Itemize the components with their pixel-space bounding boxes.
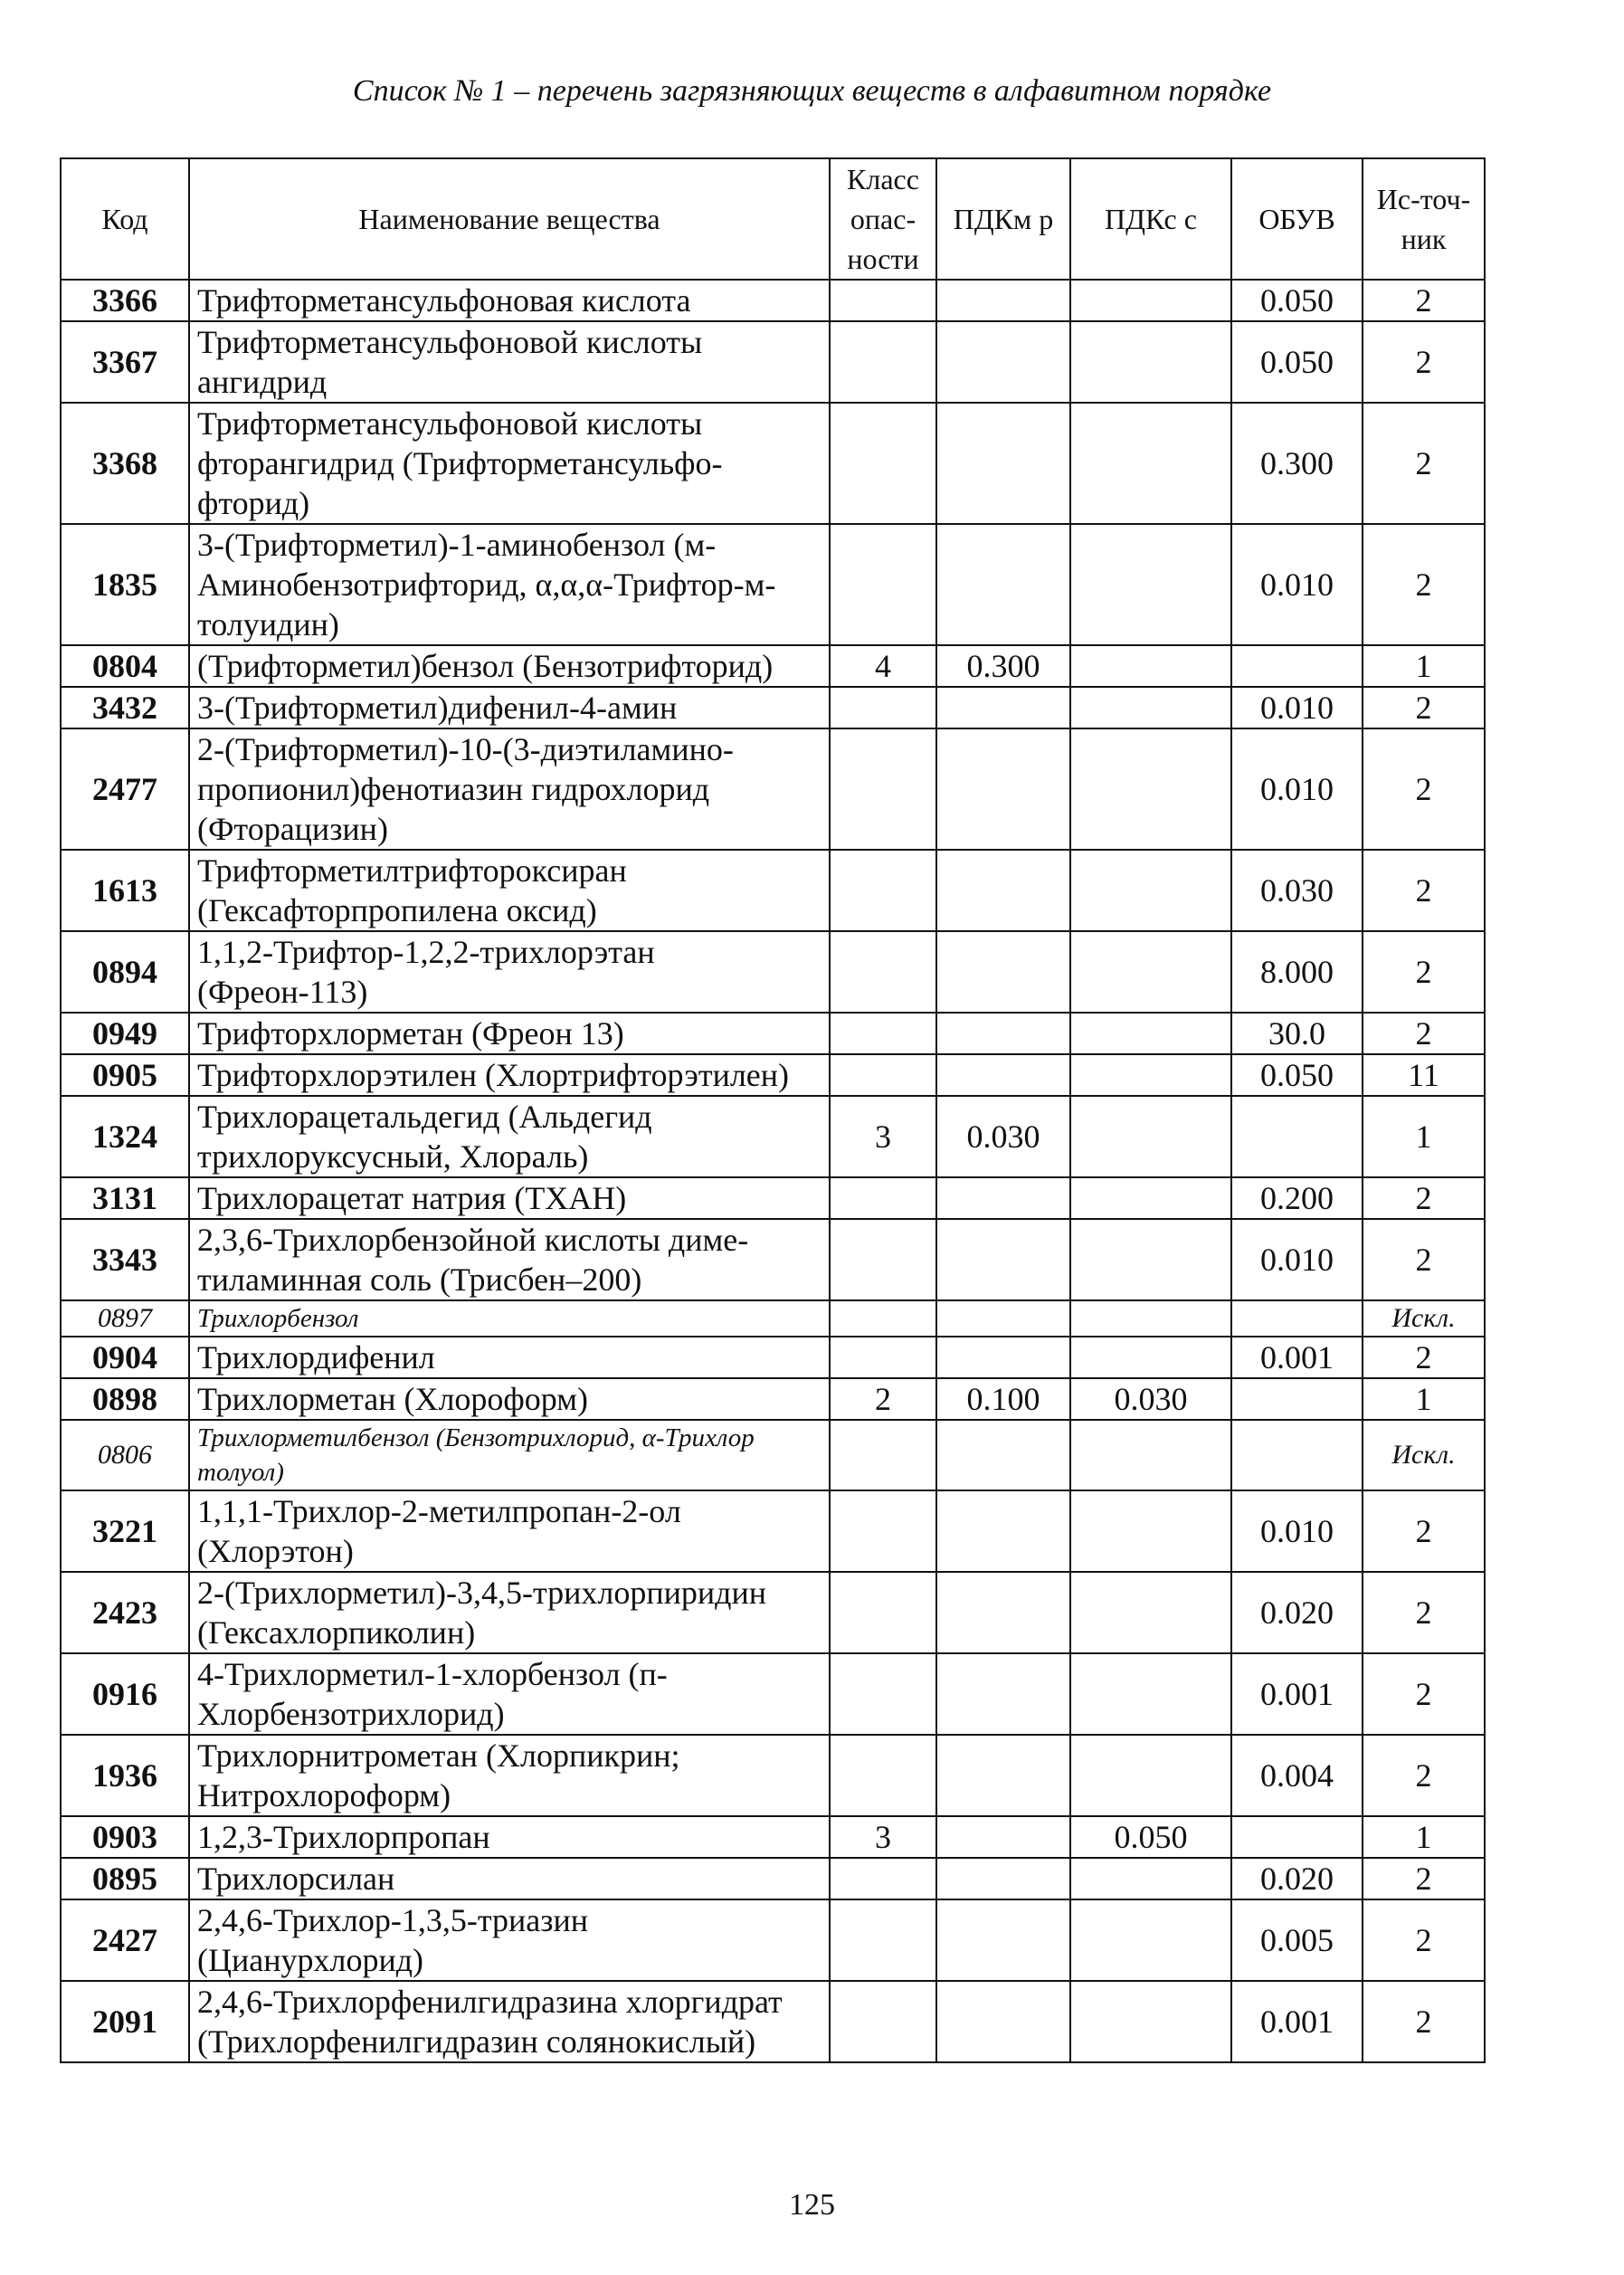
cell-pdk-mr (936, 728, 1070, 850)
cell-source: 2 (1363, 321, 1485, 403)
cell-pdk-ss (1070, 321, 1231, 403)
cell-obuv: 8.000 (1231, 931, 1363, 1013)
cell-name: 2-(Трифторметил)-10-(3-диэтиламино-пропионил)фенотиазин гидрохлорид (Фторацизин) (189, 728, 830, 850)
cell-pdk-mr: 0.300 (936, 645, 1070, 687)
cell-obuv: 0.010 (1231, 1490, 1363, 1572)
cell-hazard-class (830, 1013, 936, 1054)
cell-hazard-class (830, 524, 936, 645)
cell-name: Трифторметилтрифтороксиран (Гексафторпропилена оксид) (189, 850, 830, 931)
cell-obuv: 0.001 (1231, 1981, 1363, 2062)
cell-obuv: 0.005 (1231, 1899, 1363, 1981)
cell-name: Трихлорацетальдегид (Альдегид трихлоруксусный, Хлораль) (189, 1096, 830, 1177)
cell-code: 3366 (61, 280, 189, 321)
cell-pdk-mr (936, 1653, 1070, 1735)
cell-name: Трихлорметилбензол (Бензотрихлорид, α-Трихлор толуол) (189, 1420, 830, 1490)
table-row (61, 321, 1485, 403)
cell-source: 2 (1363, 687, 1485, 728)
cell-name: 1,1,2-Трифтор-1,2,2-трихлорэтан (Фреон-113) (189, 931, 830, 1013)
header-code: Код (61, 158, 189, 280)
cell-hazard-class (830, 1490, 936, 1572)
cell-pdk-ss (1070, 1219, 1231, 1300)
cell-obuv (1231, 1378, 1363, 1420)
header-source: Ис-точ-ник (1363, 158, 1485, 280)
cell-obuv: 0.001 (1231, 1653, 1363, 1735)
cell-code: 2427 (61, 1899, 189, 1981)
cell-pdk-mr (936, 1177, 1070, 1219)
cell-pdk-ss (1070, 687, 1231, 728)
cell-code: 1613 (61, 850, 189, 931)
cell-name: 1,1,1-Трихлор-2-метилпропан-2-ол (Хлорэтон) (189, 1490, 830, 1572)
header-obuv: ОБУВ (1231, 158, 1363, 280)
cell-pdk-mr (936, 1572, 1070, 1653)
cell-source: 2 (1363, 1653, 1485, 1735)
table-row (61, 280, 1485, 321)
cell-pdk-mr (936, 687, 1070, 728)
cell-pdk-mr (936, 403, 1070, 524)
cell-obuv: 0.004 (1231, 1735, 1363, 1816)
cell-pdk-ss (1070, 1177, 1231, 1219)
cell-hazard-class (830, 1420, 936, 1490)
cell-pdk-mr (936, 931, 1070, 1013)
cell-hazard-class: 3 (830, 1096, 936, 1177)
table-row (61, 403, 1485, 524)
table-row (61, 1735, 1485, 1816)
cell-obuv: 0.010 (1231, 687, 1363, 728)
cell-pdk-mr (936, 280, 1070, 321)
table-row (61, 1420, 1485, 1490)
cell-pdk-ss (1070, 1013, 1231, 1054)
cell-code: 3131 (61, 1177, 189, 1219)
table-row (61, 850, 1485, 931)
cell-hazard-class (830, 687, 936, 728)
table-row (61, 1337, 1485, 1378)
cell-name: Трихлорметан (Хлороформ) (189, 1378, 830, 1420)
cell-source: 2 (1363, 1490, 1485, 1572)
cell-source: 2 (1363, 1572, 1485, 1653)
cell-obuv: 0.050 (1231, 1054, 1363, 1096)
cell-obuv: 0.010 (1231, 728, 1363, 850)
cell-pdk-mr (936, 1300, 1070, 1337)
cell-obuv (1231, 1816, 1363, 1858)
cell-pdk-mr (936, 1013, 1070, 1054)
cell-code: 0916 (61, 1653, 189, 1735)
cell-pdk-ss (1070, 280, 1231, 321)
table-row (61, 1858, 1485, 1899)
page-number: 125 (789, 2188, 835, 2222)
cell-name: Трифторметансульфоновой кислоты ангидрид (189, 321, 830, 403)
cell-code: 0898 (61, 1378, 189, 1420)
cell-name: Трифторметансульфоновая кислота (189, 280, 830, 321)
cell-pdk-mr: 0.030 (936, 1096, 1070, 1177)
table-body (61, 280, 1485, 2062)
cell-name: 1,2,3-Трихлорпропан (189, 1816, 830, 1858)
cell-code: 0897 (61, 1300, 189, 1337)
cell-hazard-class (830, 1572, 936, 1653)
cell-hazard-class (830, 931, 936, 1013)
table-row (61, 1219, 1485, 1300)
cell-obuv: 0.050 (1231, 321, 1363, 403)
cell-pdk-ss (1070, 1300, 1231, 1337)
cell-code: 0804 (61, 645, 189, 687)
table-row (61, 1177, 1485, 1219)
table-row (61, 1981, 1485, 2062)
table-row (61, 1096, 1485, 1177)
cell-obuv: 0.300 (1231, 403, 1363, 524)
cell-pdk-ss (1070, 1490, 1231, 1572)
cell-hazard-class (830, 1899, 936, 1981)
cell-name: Трифторхлорэтилен (Хлортрифторэтилен) (189, 1054, 830, 1096)
cell-code: 0905 (61, 1054, 189, 1096)
cell-source: 1 (1363, 1816, 1485, 1858)
header-name: Наименование вещества (189, 158, 830, 280)
table-row (61, 645, 1485, 687)
header-pdk-mr: ПДКм р (936, 158, 1070, 280)
cell-source: 11 (1363, 1054, 1485, 1096)
cell-source: 2 (1363, 1177, 1485, 1219)
cell-name: 2,4,6-Трихлор-1,3,5-триазин (Цианурхлорид) (189, 1899, 830, 1981)
cell-code: 2423 (61, 1572, 189, 1653)
cell-source: 2 (1363, 1337, 1485, 1378)
cell-pdk-ss (1070, 1653, 1231, 1735)
cell-pdk-ss (1070, 931, 1231, 1013)
cell-pdk-ss (1070, 850, 1231, 931)
cell-pdk-ss (1070, 1337, 1231, 1378)
cell-source: 2 (1363, 524, 1485, 645)
cell-pdk-mr: 0.100 (936, 1378, 1070, 1420)
cell-pdk-mr (936, 524, 1070, 645)
cell-pdk-ss: 0.050 (1070, 1816, 1231, 1858)
cell-pdk-mr (936, 1490, 1070, 1572)
cell-pdk-mr (936, 1816, 1070, 1858)
cell-code: 2091 (61, 1981, 189, 2062)
cell-source: 2 (1363, 1981, 1485, 2062)
cell-hazard-class (830, 1858, 936, 1899)
cell-source: 1 (1363, 645, 1485, 687)
table-row (61, 1490, 1485, 1572)
cell-pdk-ss (1070, 1735, 1231, 1816)
cell-code: 0949 (61, 1013, 189, 1054)
cell-obuv: 0.050 (1231, 280, 1363, 321)
cell-pdk-ss (1070, 1096, 1231, 1177)
cell-name: 3-(Трифторметил)-1-аминобензол (м-Аминобензотрифторид, α,α,α-Трифтор-м-толуидин) (189, 524, 830, 645)
cell-code: 0895 (61, 1858, 189, 1899)
cell-obuv: 0.010 (1231, 524, 1363, 645)
cell-name: Трихлорнитрометан (Хлорпикрин; Нитрохлороформ) (189, 1735, 830, 1816)
cell-source: 2 (1363, 728, 1485, 850)
cell-pdk-ss (1070, 1420, 1231, 1490)
cell-name: 2-(Трихлорметил)-3,4,5-трихлорпиридин (Гексахлорпиколин) (189, 1572, 830, 1653)
cell-obuv: 0.020 (1231, 1572, 1363, 1653)
cell-pdk-mr (936, 1420, 1070, 1490)
cell-pdk-ss (1070, 1054, 1231, 1096)
cell-hazard-class (830, 1337, 936, 1378)
cell-hazard-class (830, 1735, 936, 1816)
table-row (61, 687, 1485, 728)
cell-code: 1936 (61, 1735, 189, 1816)
cell-pdk-mr (936, 1735, 1070, 1816)
cell-source: Искл. (1363, 1300, 1485, 1337)
cell-hazard-class: 3 (830, 1816, 936, 1858)
table-row (61, 1816, 1485, 1858)
cell-code: 3432 (61, 687, 189, 728)
header-pdk-ss: ПДКс с (1070, 158, 1231, 280)
cell-hazard-class (830, 728, 936, 850)
cell-name: Трифторхлорметан (Фреон 13) (189, 1013, 830, 1054)
cell-code: 0894 (61, 931, 189, 1013)
table-row (61, 1899, 1485, 1981)
cell-code: 0806 (61, 1420, 189, 1490)
cell-source: 2 (1363, 1858, 1485, 1899)
cell-hazard-class (830, 1300, 936, 1337)
cell-obuv: 0.200 (1231, 1177, 1363, 1219)
cell-code: 1835 (61, 524, 189, 645)
cell-source: 2 (1363, 850, 1485, 931)
cell-source: 1 (1363, 1096, 1485, 1177)
cell-obuv: 0.010 (1231, 1219, 1363, 1300)
cell-obuv: 0.001 (1231, 1337, 1363, 1378)
cell-source: 2 (1363, 1735, 1485, 1816)
cell-source: 2 (1363, 1219, 1485, 1300)
cell-hazard-class (830, 1219, 936, 1300)
cell-pdk-ss: 0.030 (1070, 1378, 1231, 1420)
cell-pdk-mr (936, 321, 1070, 403)
table-row (61, 728, 1485, 850)
cell-source: 2 (1363, 403, 1485, 524)
table-row (61, 1013, 1485, 1054)
cell-pdk-mr (936, 850, 1070, 931)
table-header-row (61, 158, 1485, 280)
cell-pdk-ss (1070, 1572, 1231, 1653)
cell-hazard-class (830, 1177, 936, 1219)
cell-name: 3-(Трифторметил)дифенил-4-амин (189, 687, 830, 728)
cell-obuv (1231, 1420, 1363, 1490)
table-row (61, 1653, 1485, 1735)
cell-name: Трихлорбензол (189, 1300, 830, 1337)
cell-name: Трифторметансульфоновой кислоты фторангидрид (Трифторметансульфо-фторид) (189, 403, 830, 524)
cell-obuv: 30.0 (1231, 1013, 1363, 1054)
cell-obuv (1231, 1300, 1363, 1337)
cell-source: 1 (1363, 1378, 1485, 1420)
cell-hazard-class (830, 1653, 936, 1735)
cell-pdk-mr (936, 1899, 1070, 1981)
cell-name: 2,4,6-Трихлорфенилгидразина хлоргидрат (Трихлорфенилгидразин солянокислый) (189, 1981, 830, 2062)
cell-code: 2477 (61, 728, 189, 850)
cell-name: Трихлордифенил (189, 1337, 830, 1378)
table-row (61, 1378, 1485, 1420)
cell-name: 4-Трихлорметил-1-хлорбензол (п-Хлорбензотрихлорид) (189, 1653, 830, 1735)
cell-hazard-class (830, 850, 936, 931)
cell-hazard-class (830, 321, 936, 403)
cell-source: 2 (1363, 931, 1485, 1013)
table-row (61, 931, 1485, 1013)
cell-pdk-ss (1070, 728, 1231, 850)
cell-source: Искл. (1363, 1420, 1485, 1490)
cell-hazard-class (830, 280, 936, 321)
cell-hazard-class (830, 1054, 936, 1096)
cell-pdk-mr (936, 1054, 1070, 1096)
substances-table (60, 157, 1486, 2063)
header-hazard-class: Класс опас-ности (830, 158, 936, 280)
cell-source: 2 (1363, 1013, 1485, 1054)
cell-code: 3221 (61, 1490, 189, 1572)
cell-pdk-mr (936, 1337, 1070, 1378)
cell-code: 3343 (61, 1219, 189, 1300)
table-row (61, 1054, 1485, 1096)
cell-obuv: 0.030 (1231, 850, 1363, 931)
page-title: Список № 1 – перечень загрязняющих веществ в алфавитном порядке (352, 74, 1272, 108)
cell-code: 3367 (61, 321, 189, 403)
cell-code: 0903 (61, 1816, 189, 1858)
cell-pdk-ss (1070, 1981, 1231, 2062)
table-row (61, 1300, 1485, 1337)
cell-pdk-ss (1070, 403, 1231, 524)
table-row (61, 1572, 1485, 1653)
cell-pdk-mr (936, 1981, 1070, 2062)
cell-obuv: 0.020 (1231, 1858, 1363, 1899)
cell-hazard-class (830, 1981, 936, 2062)
cell-name: (Трифторметил)бензол (Бензотрифторид) (189, 645, 830, 687)
cell-hazard-class: 4 (830, 645, 936, 687)
cell-name: Трихлорсилан (189, 1858, 830, 1899)
cell-pdk-ss (1070, 645, 1231, 687)
cell-pdk-ss (1070, 1858, 1231, 1899)
cell-hazard-class (830, 403, 936, 524)
cell-obuv (1231, 1096, 1363, 1177)
cell-name: 2,3,6-Трихлорбензойной кислоты диме-тиламинная соль (Трисбен–200) (189, 1219, 830, 1300)
cell-code: 3368 (61, 403, 189, 524)
table-row (61, 524, 1485, 645)
cell-source: 2 (1363, 280, 1485, 321)
cell-code: 0904 (61, 1337, 189, 1378)
cell-hazard-class: 2 (830, 1378, 936, 1420)
cell-obuv (1231, 645, 1363, 687)
cell-pdk-ss (1070, 524, 1231, 645)
cell-pdk-mr (936, 1858, 1070, 1899)
cell-code: 1324 (61, 1096, 189, 1177)
cell-source: 2 (1363, 1899, 1485, 1981)
cell-pdk-mr (936, 1219, 1070, 1300)
cell-name: Трихлорацетат натрия (ТХАН) (189, 1177, 830, 1219)
cell-pdk-ss (1070, 1899, 1231, 1981)
